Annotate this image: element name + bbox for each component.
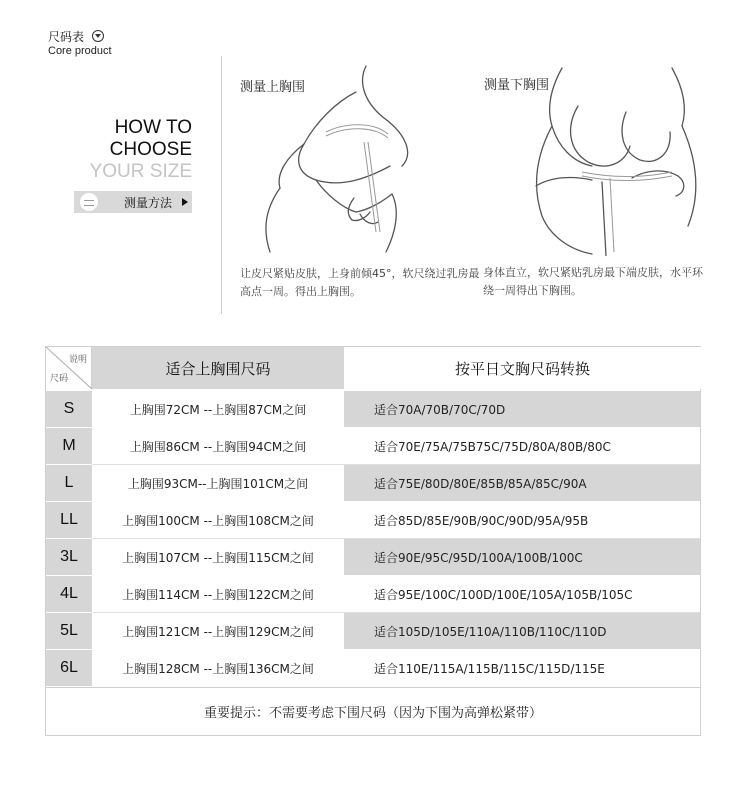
upper-bust-cell: 上胸围107CM --上胸围115CM之间 <box>92 539 344 575</box>
table-row <box>46 613 700 650</box>
table-row <box>46 502 700 539</box>
table-row <box>46 650 700 687</box>
table-row <box>46 539 700 576</box>
upper-bust-cell: 上胸围128CM --上胸围136CM之间 <box>92 650 344 686</box>
upper-bust-cell: 上胸围72CM --上胸围87CM之间 <box>92 391 344 427</box>
conversion-cell: 适合75E/80D/80E/85B/85A/85C/90A <box>344 465 700 501</box>
table-row <box>46 428 700 465</box>
upper-bust-cell: 上胸围114CM --上胸围122CM之间 <box>92 576 344 612</box>
conversion-cell: 适合110E/115A/115B/115C/115D/115E <box>344 650 700 686</box>
size-cell: M <box>46 428 92 464</box>
upper-bust-cell: 上胸围93CM--上胸围101CM之间 <box>92 465 344 501</box>
size-cell: 5L <box>46 613 92 649</box>
upper-bust-cell: 上胸围86CM --上胸围94CM之间 <box>92 428 344 464</box>
corner-label-size: 尺码 <box>50 374 69 384</box>
size-cell: L <box>46 465 92 501</box>
size-cell: S <box>46 391 92 427</box>
upper-bust-cell: 上胸围121CM --上胸围129CM之间 <box>92 613 344 649</box>
upper-bust-title: 测量上胸围 <box>240 80 306 95</box>
conversion-cell: 适合70E/75A/75B75C/75D/80A/80B/80C <box>344 428 700 464</box>
lower-bust-illustration <box>522 66 712 256</box>
measure-method-button[interactable] <box>74 191 192 213</box>
measure-method-label: 测量方法 <box>124 196 173 210</box>
intro-line-3: YOUR SIZE <box>89 161 192 182</box>
corner-label-description: 说明 <box>68 355 87 365</box>
conversion-cell: 适合85D/85E/90B/90C/90D/95A/95B <box>344 502 700 538</box>
conversion-cell: 适合105D/105E/110A/110B/110C/110D <box>344 613 700 649</box>
table-row <box>46 576 700 613</box>
page-subtitle: Core product <box>48 45 112 57</box>
conversion-cell: 适合90E/95C/95D/100A/100B/100C <box>344 539 700 575</box>
intro-line-2: CHOOSE <box>109 139 192 160</box>
upper-bust-illustration <box>246 62 446 258</box>
conversion-cell: 适合95E/100C/100D/100E/105A/105B/105C <box>344 576 700 612</box>
lower-bust-description: 身体直立，软尺紧贴乳房最下端皮肤，水平环绕一周得出下胸围。 <box>483 266 703 297</box>
page-title: 尺码表 <box>48 30 85 44</box>
conversion-cell: 适合70A/70B/70C/70D <box>344 391 700 427</box>
upper-bust-cell: 上胸围100CM --上胸围108CM之间 <box>92 502 344 538</box>
table-row <box>46 465 700 502</box>
divider <box>221 56 222 314</box>
play-arrow-icon <box>182 198 188 206</box>
lower-bust-title: 测量下胸围 <box>484 78 550 93</box>
size-cell: 4L <box>46 576 92 612</box>
chevron-down-icon[interactable] <box>92 30 104 42</box>
size-cell: 3L <box>46 539 92 575</box>
important-note: 重要提示：不需要考虑下围尺码（因为下围为高弹松紧带） <box>46 687 700 735</box>
tape-measure-icon <box>80 193 98 211</box>
column-header-upper-bust: 适合上胸围尺码 <box>92 347 344 389</box>
intro-line-1: HOW TO <box>114 117 192 138</box>
table-row <box>46 391 700 428</box>
column-header-conversion: 按平日文胸尺码转换 <box>344 347 701 389</box>
size-cell: 6L <box>46 650 92 686</box>
upper-bust-description: 让皮尺紧贴皮肤，上身前倾45°，软尺绕过乳房最高点一周。得出上胸围。 <box>240 267 480 298</box>
table-corner-header <box>46 347 92 389</box>
size-table <box>45 346 701 736</box>
size-cell: LL <box>46 502 92 538</box>
